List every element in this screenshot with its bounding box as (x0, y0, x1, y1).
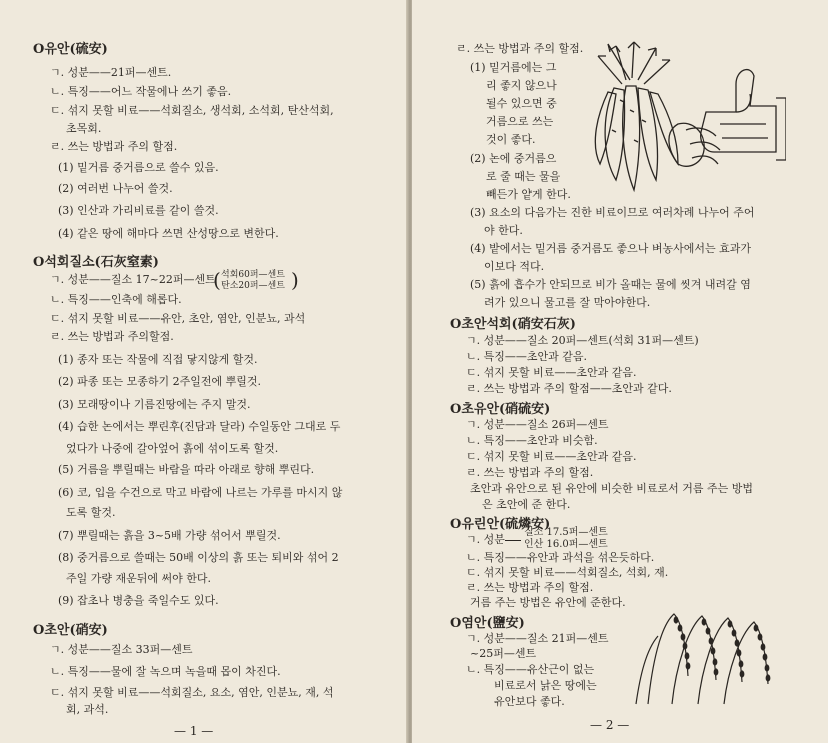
text-line: 로 줄 때는 물을 (486, 170, 561, 183)
text-line: ㄷ. 섞지 못할 비료——석회질소, 생석회, 소석회, 탄산석회, (50, 104, 334, 117)
text-line: ㄹ. 쓰는 방법과 주의 할점. (466, 466, 594, 479)
text-line: ㄹ. 쓰는 방법과 주의할점. (50, 330, 174, 343)
text-line: (5) 흙에 흡수가 안되므로 비가 올때는 물에 씻겨 내려갈 염 (470, 278, 751, 291)
text-line: 유안보다 좋다. (494, 695, 565, 708)
text-line: 초목회. (66, 122, 102, 135)
text-line: 비료로서 낡은 땅에는 (494, 679, 597, 692)
text-line: ㄹ. 쓰는 방법과 주의 할점. (50, 140, 178, 153)
component-stack-1: 석회60퍼—센트 (221, 270, 285, 280)
text-line: 회, 과석. (66, 703, 109, 716)
text-line: 거름으로 쓰는 (486, 115, 554, 128)
component-stack-2: 인산 16.0퍼—센트 (524, 539, 608, 550)
text-line: ㄷ. 섞지 못할 비료——초안과 같음. (466, 450, 637, 463)
component-line: ㄱ. 성분 (466, 533, 505, 546)
text-line: ㄱ. 성분——질소 33퍼—센트 (50, 643, 193, 656)
text-line: 될수 있으면 중 (486, 97, 557, 110)
text-line: ㄷ. 섞지 못할 비료——초안과 같음. (466, 366, 637, 379)
text-line: (9) 잡초나 병충을 죽일수도 있다. (58, 594, 219, 607)
page-number: — 2 — (590, 718, 630, 732)
text-line: ㄴ. 특징——어느 작물에나 쓰기 좋음. (50, 85, 232, 98)
text-line: ㄹ. 쓰는 방법과 주의 할점. (456, 42, 584, 55)
heading-yurinan: O유린안(硫燐安) (450, 517, 551, 532)
rice-stalks-illustration (628, 606, 778, 706)
left-page (0, 0, 408, 743)
text-line: (6) 코, 입을 수건으로 막고 바람에 나르는 가루를 마시지 않 (58, 486, 343, 499)
text-line: (4) 같은 땅에 해마다 쓰면 산성땅으로 변한다. (58, 227, 279, 240)
heading-seokhoe: O석회질소(石灰窒素) (33, 255, 159, 270)
text-line: ㄷ. 섞지 못할 비료——석회질소, 석회, 재. (466, 566, 669, 579)
text-line: 은 초안에 준 한다. (482, 498, 571, 511)
heading-yuan: O유안(硫安) (33, 42, 108, 57)
radish-thumbs-up-illustration (586, 40, 786, 200)
text-line: ㄴ. 특징——인축에 해롭다. (50, 293, 182, 306)
text-line: (1) 종자 또는 작물에 직접 닿지않게 할것. (58, 353, 258, 366)
page-number: — 1 — (174, 724, 214, 738)
text-line: 이보다 적다. (484, 260, 545, 273)
text-line: (4) 밭에서는 밑거름 중거름도 좋으나 벼농사에서는 효과가 (470, 242, 751, 255)
text-line: (4) 습한 논에서는 뿌린후(진담과 달라) 수일동안 그대로 두 (58, 420, 341, 433)
text-line: (7) 뿌릴때는 흙을 3~5배 가량 섞어서 뿌릴것. (58, 529, 281, 542)
component-line: ㄱ. 성분——질소 17~22퍼—센트 (50, 273, 216, 286)
text-line: (2) 논에 중거름으 (470, 152, 557, 165)
text-line: 초안과 유안으로 된 유안에 비슷한 비료로서 거름 주는 방법 (470, 482, 753, 495)
text-line: (3) 인산과 가리비료를 같이 쓸것. (58, 204, 219, 217)
text-line: 려가 있으니 물고를 잘 막아야한다. (484, 296, 651, 309)
text-line: 리 좋지 않으나 (486, 79, 557, 92)
text-line: 었다가 나중에 갈아엎어 흙에 섞이도록 할것. (66, 442, 279, 455)
dash-rule (505, 540, 521, 541)
bracket-close: ) (291, 268, 299, 292)
text-line: (3) 모래땅이나 기름진땅에는 주지 말것. (58, 398, 251, 411)
text-line: ㄴ. 특징——물에 잘 녹으며 녹을때 몹이 차진다. (50, 665, 281, 678)
text-line: ㄷ. 섞지 못할 비료——유안, 초안, 염안, 인분뇨, 과석 (50, 312, 306, 325)
heading-cho-yuan: O초유안(硝硫安) (450, 402, 551, 417)
right-page (412, 0, 828, 743)
text-line: ㄴ. 특징——초안과 비슷함. (466, 434, 598, 447)
text-line: (2) 파종 또는 모종하기 2주일전에 뿌릴것. (58, 375, 261, 388)
text-line: 주일 가량 재운뒤에 써야 한다. (66, 572, 211, 585)
text-line: (5) 거름을 뿌릴때는 바람을 따라 아래로 향해 뿌린다. (58, 463, 315, 476)
text-line: 것이 좋다. (486, 133, 536, 146)
text-line: ㄹ. 쓰는 방법과 주의 할점. (466, 581, 594, 594)
text-line: 도록 할것. (66, 506, 116, 519)
text-line: ㄷ. 섞지 못할 비료——석회질소, 요소, 염안, 인분뇨, 재, 석 (50, 686, 334, 699)
text-line: ㄱ. 성분——질소 26퍼—센트 (466, 418, 609, 431)
text-line: (1) 밑거름에는 그 (470, 61, 557, 74)
text-line: (8) 중거름으로 쓸때는 50배 이상의 흙 또는 퇴비와 섞어 2 (58, 551, 339, 564)
text-line: (2) 여러번 나누어 쓸것. (58, 182, 173, 195)
heading-yeoman: O염안(鹽安) (450, 616, 525, 631)
text-line: ㄱ. 성분——21퍼—센트. (50, 66, 172, 79)
text-line: ㄴ. 특징——초안과 같음. (466, 350, 587, 363)
text-line: ㄴ. 특징——유산근이 없는 (466, 663, 595, 676)
heading-choan-seokhoe: O초안석회(硝安石灰) (450, 317, 576, 332)
component-stack-1: 질소 17.5퍼—센트 (524, 527, 608, 538)
text-line: ㄴ. 특징——유안과 과석을 섞은듯하다. (466, 551, 655, 564)
text-line: (1) 밑거름 중거름으로 쓸수 있음. (58, 161, 219, 174)
text-line: ㄹ. 쓰는 방법과 주의 할점——초안과 같다. (466, 382, 672, 395)
component-stack-2: 탄소20퍼—센트 (221, 281, 285, 291)
text-line: 야 한다. (484, 224, 523, 237)
text-line: (3) 요소의 다음가는 진한 비료이므로 여러차례 나누어 주어 (470, 206, 755, 219)
heading-choan: O초안(硝安) (33, 623, 108, 638)
bracket-open: ( (213, 268, 221, 292)
text-line: 거름 주는 방법은 유안에 준한다. (470, 596, 626, 609)
text-line: 빼든가 얕게 한다. (486, 188, 571, 201)
text-line: ~25퍼—센트 (470, 647, 537, 660)
text-line: ㄱ. 성분——질소 21퍼—센트 (466, 632, 609, 645)
text-line: ㄱ. 성분——질소 20퍼—센트(석회 31퍼—센트) (466, 334, 699, 347)
